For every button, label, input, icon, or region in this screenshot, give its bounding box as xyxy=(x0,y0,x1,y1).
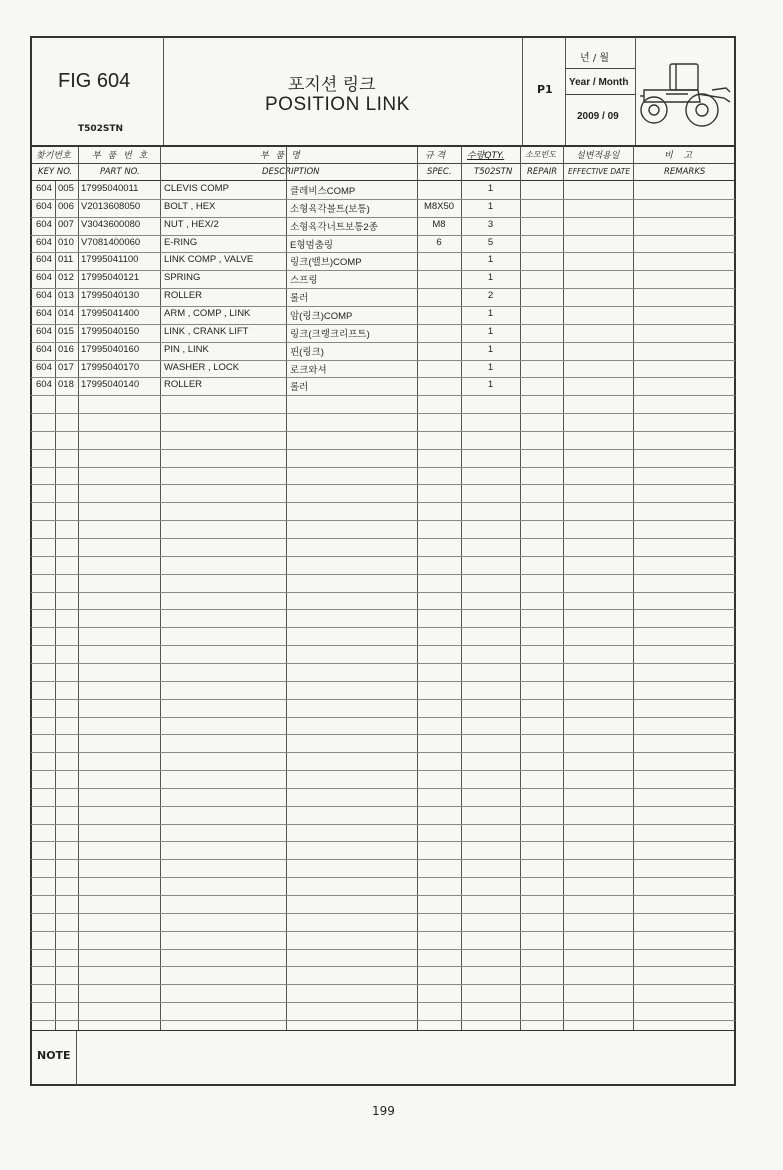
row-rule xyxy=(31,377,735,378)
col-desc-kr: 부 품 명 xyxy=(260,151,302,161)
row-key1: 604 xyxy=(36,254,52,265)
row-rule xyxy=(31,502,735,503)
row-part: 17995040140 xyxy=(81,379,140,390)
row-rule xyxy=(31,1002,735,1003)
row-rule xyxy=(31,484,735,485)
row-rule xyxy=(31,841,735,842)
row-part: 17995040160 xyxy=(81,344,140,355)
row-rule xyxy=(31,574,735,575)
row-rule xyxy=(31,859,735,860)
row-desc-en: BOLT , HEX xyxy=(164,201,216,212)
row-rule xyxy=(31,645,735,646)
row-desc-kr: 로크와셔 xyxy=(290,365,327,376)
row-key2: 012 xyxy=(58,272,74,283)
row-qty: 1 xyxy=(487,326,494,337)
row-spec: 6 xyxy=(436,237,442,248)
row-rule xyxy=(31,663,735,664)
row-spec: M8X50 xyxy=(423,201,455,212)
row-part: V7081400060 xyxy=(81,237,141,248)
year-month-value: 2009 / 09 xyxy=(577,111,619,122)
row-rule xyxy=(31,1020,735,1021)
col-repair-en: REPAIR xyxy=(527,167,558,177)
col-remarks-en: REMARKS xyxy=(664,167,706,177)
row-rule xyxy=(31,717,735,718)
year-month-label-kr: 년 / 월 xyxy=(580,53,610,64)
row-rule xyxy=(31,609,735,610)
row-key2: 018 xyxy=(58,379,74,390)
row-part: 17995041400 xyxy=(81,308,140,319)
model-code: T502STN xyxy=(78,124,124,134)
figure-number: FIG 604 xyxy=(58,70,131,92)
row-key2: 017 xyxy=(58,362,74,373)
header-divider xyxy=(566,68,635,69)
row-desc-kr: 링크(밸브)COMP xyxy=(290,257,362,268)
row-key1: 604 xyxy=(36,290,52,301)
header-divider xyxy=(522,37,523,145)
row-rule xyxy=(31,806,735,807)
row-key1: 604 xyxy=(36,219,52,230)
row-key2: 006 xyxy=(58,201,74,212)
row-key2: 005 xyxy=(58,183,74,194)
row-desc-kr: E형멈춤링 xyxy=(290,240,334,251)
col-effective-en: EFFECTIVE DATE xyxy=(568,167,631,176)
col-remarks-kr: 비 고 xyxy=(664,151,697,161)
row-rule xyxy=(31,360,735,361)
row-desc-en: CLEVIS COMP xyxy=(164,183,229,194)
row-qty: 1 xyxy=(487,344,494,355)
col-repair-kr: 소모빈도 xyxy=(525,150,556,159)
row-qty: 1 xyxy=(487,272,494,283)
column-rule xyxy=(563,146,564,1030)
row-rule xyxy=(31,324,735,325)
col-desc-en: DESCRIPTION xyxy=(262,167,320,177)
column-rule xyxy=(417,146,418,1030)
row-key2: 011 xyxy=(58,254,74,265)
row-qty: 1 xyxy=(487,254,494,265)
row-qty: 1 xyxy=(487,362,494,373)
header-divider xyxy=(635,37,636,145)
row-qty: 1 xyxy=(487,201,494,212)
row-desc-kr: 소형육각볼트(보통) xyxy=(290,204,370,215)
row-desc-en: PIN , LINK xyxy=(164,344,209,355)
row-part: V2013608050 xyxy=(81,201,141,212)
row-rule xyxy=(31,877,735,878)
row-rule xyxy=(31,788,735,789)
row-key2: 007 xyxy=(58,219,74,230)
note-label: NOTE xyxy=(37,1049,71,1062)
row-part: 17995040011 xyxy=(81,183,139,194)
row-qty: 1 xyxy=(487,308,494,319)
row-desc-en: NUT , HEX/2 xyxy=(164,219,219,230)
row-rule xyxy=(31,895,735,896)
column-rule xyxy=(286,146,287,1030)
col-effective-kr: 설변적용일 xyxy=(576,151,620,161)
row-part: 17995040150 xyxy=(81,326,140,337)
row-qty: 5 xyxy=(487,237,494,248)
row-rule xyxy=(31,592,735,593)
row-desc-kr: 롤러 xyxy=(290,293,309,304)
row-rule xyxy=(31,395,735,396)
row-rule xyxy=(31,252,735,253)
row-key2: 013 xyxy=(58,290,74,301)
row-part: 17995040121 xyxy=(81,272,140,283)
row-key1: 604 xyxy=(36,344,52,355)
row-key1: 604 xyxy=(36,326,52,337)
row-rule xyxy=(31,199,735,200)
row-part: 17995041100 xyxy=(81,254,139,265)
row-rule xyxy=(31,520,735,521)
row-rule xyxy=(31,949,735,950)
row-rule xyxy=(31,431,735,432)
row-desc-kr: 롤러 xyxy=(290,382,309,393)
row-rule xyxy=(31,235,735,236)
row-rule xyxy=(31,413,735,414)
row-rule xyxy=(31,556,735,557)
row-qty: 1 xyxy=(487,183,494,194)
col-qty-en: T502STN xyxy=(474,167,513,177)
row-key2: 016 xyxy=(58,344,74,355)
row-rule xyxy=(31,752,735,753)
row-desc-en: WASHER , LOCK xyxy=(164,362,240,373)
header-divider xyxy=(163,37,164,145)
col-spec-en: SPEC. xyxy=(427,167,452,177)
row-desc-kr: 링크(크랭크리프트) xyxy=(290,329,370,340)
row-rule xyxy=(31,270,735,271)
row-key1: 604 xyxy=(36,362,52,373)
row-rule xyxy=(31,449,735,450)
row-rule xyxy=(31,824,735,825)
col-qty-kr: 수량QTY. xyxy=(467,151,505,161)
row-desc-en: ARM , COMP , LINK xyxy=(164,308,251,319)
row-rule xyxy=(31,342,735,343)
header-divider xyxy=(566,94,635,95)
row-desc-kr: 소형육각너트보통2종 xyxy=(290,222,378,233)
row-desc-kr: 핀(링크) xyxy=(290,347,324,358)
row-rule xyxy=(31,306,735,307)
column-rule xyxy=(78,146,79,1030)
row-part: V3043600080 xyxy=(81,219,141,230)
note-divider xyxy=(76,1031,77,1085)
row-key1: 604 xyxy=(36,237,52,248)
column-header-divider xyxy=(31,163,735,164)
row-key2: 010 xyxy=(58,237,74,248)
note-top-rule xyxy=(31,1030,735,1031)
row-rule xyxy=(31,699,735,700)
page-number: 199 xyxy=(372,1104,395,1118)
row-rule xyxy=(31,734,735,735)
row-rule xyxy=(31,627,735,628)
tractor-icon xyxy=(638,58,734,130)
row-desc-kr: 스프링 xyxy=(290,275,318,286)
row-desc-kr: 암(링크)COMP xyxy=(290,311,353,322)
row-rule xyxy=(31,966,735,967)
row-rule xyxy=(31,288,735,289)
column-rule xyxy=(160,146,161,1030)
row-spec: M8 xyxy=(432,219,446,230)
row-qty: 1 xyxy=(487,379,494,390)
year-month-label: Year / Month xyxy=(569,77,629,88)
row-key1: 604 xyxy=(36,201,52,212)
row-desc-en: LINK COMP , VALVE xyxy=(164,254,254,265)
row-part: 17995040130 xyxy=(81,290,140,301)
column-rule xyxy=(55,181,56,1030)
row-desc-kr: 클레비스COMP xyxy=(290,186,356,197)
page-title: POSITION LINK xyxy=(265,94,410,115)
row-rule xyxy=(31,770,735,771)
row-key1: 604 xyxy=(36,272,52,283)
page-code: P1 xyxy=(537,83,553,96)
row-qty: 2 xyxy=(487,290,494,301)
row-rule xyxy=(31,538,735,539)
row-desc-en: SPRING xyxy=(164,272,201,283)
row-key1: 604 xyxy=(36,379,52,390)
col-part-kr: 부 품 번 호 xyxy=(92,151,150,161)
header-divider xyxy=(565,37,566,145)
row-desc-en: E-RING xyxy=(164,237,198,248)
row-part: 17995040170 xyxy=(81,362,140,373)
row-desc-en: ROLLER xyxy=(164,379,203,390)
row-key2: 015 xyxy=(58,326,74,337)
row-rule xyxy=(31,681,735,682)
row-rule xyxy=(31,931,735,932)
row-rule xyxy=(31,217,735,218)
column-rule xyxy=(520,146,521,1030)
row-qty: 3 xyxy=(487,219,494,230)
column-rule xyxy=(633,146,634,1030)
column-header-bottom xyxy=(31,180,735,181)
row-key1: 604 xyxy=(36,308,52,319)
col-key-en: KEY NO. xyxy=(38,167,73,177)
col-part-en: PART NO. xyxy=(100,167,140,177)
row-rule xyxy=(31,984,735,985)
row-key2: 014 xyxy=(58,308,74,319)
col-spec-kr: 규 격 xyxy=(425,151,446,161)
title-korean: 포지션 링크 xyxy=(288,75,376,95)
row-key1: 604 xyxy=(36,183,52,194)
row-rule xyxy=(31,913,735,914)
row-desc-en: LINK , CRANK LIFT xyxy=(164,326,249,337)
col-key-kr: 찾기번호 xyxy=(36,151,71,161)
header-bottom-rule xyxy=(31,145,735,147)
row-rule xyxy=(31,467,735,468)
row-desc-en: ROLLER xyxy=(164,290,203,301)
